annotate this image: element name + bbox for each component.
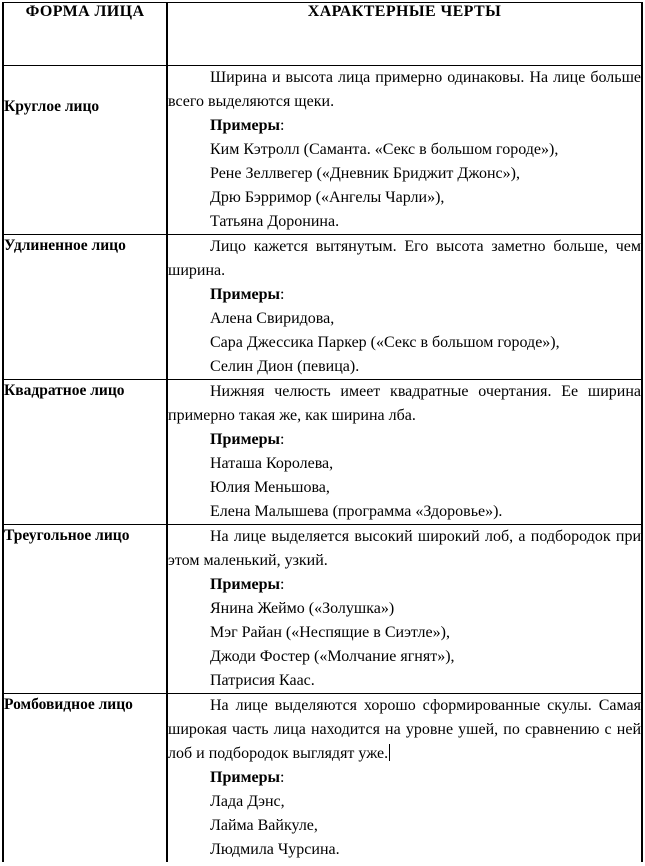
table-row — [3, 66, 642, 235]
table-row — [3, 235, 642, 380]
example-item: Патрисия Каас. — [210, 672, 315, 689]
example-item: Юлия Меньшова, — [210, 479, 330, 496]
column-header-traits: ХАРАКТЕРНЫЕ ЧЕРТЫ — [167, 3, 642, 66]
examples-label-word: Примеры — [210, 769, 280, 786]
examples-label-word: Примеры — [210, 117, 280, 134]
examples-label-word: Примеры — [210, 431, 280, 448]
face-shape-label: Квадратное лицо — [3, 380, 167, 525]
example-item: Алена Свиридова, — [210, 310, 335, 327]
face-description: Нижняя челюсть имеет квадратные очертания. Ее ширина примерно такая же, как ширина лба. — [168, 383, 641, 424]
example-item: Мэг Райан («Неспящие в Сиэтле»), — [210, 624, 450, 641]
example-item: Джоди Фостер («Молчание ягнят»), — [210, 648, 455, 665]
face-shape-label: Круглое лицо — [3, 66, 167, 235]
face-description: Ширина и высота лица примерно одинаковы. На лице больше всего выделяются щеки. — [168, 69, 641, 110]
face-shapes-table — [2, 2, 643, 862]
example-item: Янина Жеймо («Золушка») — [210, 600, 395, 617]
example-item: Ким Кэтролл (Саманта. «Секс в большом городе»), — [210, 141, 559, 158]
examples-label-colon: : — [279, 117, 285, 134]
examples-label-word: Примеры — [210, 576, 280, 593]
face-traits-cell — [167, 235, 642, 380]
table-body — [3, 66, 642, 863]
examples-label — [168, 428, 641, 452]
table-row — [3, 525, 642, 694]
examples-label — [168, 766, 641, 790]
example-item: Рене Зеллвегер («Дневник Бриджит Джонс»), — [210, 165, 520, 182]
face-description: На лице выделяются хорошо сформированные скулы. Самая широкая часть лица находится на уровне ушей, по сравнению с ней лоб и подбородок выглядят уже. — [168, 697, 641, 762]
face-description-edited — [168, 694, 641, 766]
table-row — [3, 694, 642, 863]
face-traits-cell[interactable] — [167, 694, 642, 863]
example-item: Людмила Чурсина. — [210, 841, 340, 858]
example-item: Селин Дион (певица). — [210, 358, 360, 375]
example-item: Сара Джессика Паркер («Секс в большом городе»), — [210, 334, 560, 351]
face-traits-cell — [167, 66, 642, 235]
face-description: На лице выделяется высокий широкий лоб, а подбородок при этом маленький, узкий. — [168, 528, 641, 569]
face-description: Лицо кажется вытянутым. Его высота заметно больше, чем ширина. — [168, 238, 641, 279]
example-item: Лада Дэнс, — [210, 793, 285, 810]
examples-label-colon: : — [279, 431, 285, 448]
table-header-row — [3, 3, 642, 66]
examples-label-colon: : — [279, 286, 285, 303]
example-item: Елена Малышева (программа «Здоровье»). — [210, 503, 503, 520]
examples-label — [168, 283, 641, 307]
face-shape-label: Ромбовидное лицо — [3, 694, 167, 863]
face-traits-cell — [167, 525, 642, 694]
text-caret — [389, 744, 390, 761]
example-item: Лайма Вайкуле, — [210, 817, 318, 834]
examples-label-colon: : — [279, 769, 285, 786]
face-traits-cell — [167, 380, 642, 525]
face-shape-label: Треугольное лицо — [3, 525, 167, 694]
table-header — [3, 3, 642, 66]
examples-label-word: Примеры — [210, 286, 280, 303]
example-item: Татьяна Доронина. — [210, 213, 340, 230]
table-row — [3, 380, 642, 525]
example-item: Наташа Королева, — [210, 455, 334, 472]
column-header-shape: ФОРМА ЛИЦА — [3, 3, 167, 66]
examples-label — [168, 114, 641, 138]
examples-label — [168, 573, 641, 597]
example-item: Дрю Бэрримор («Ангелы Чарли»), — [210, 189, 445, 206]
face-shape-label: Удлиненное лицо — [3, 235, 167, 380]
examples-label-colon: : — [279, 576, 285, 593]
